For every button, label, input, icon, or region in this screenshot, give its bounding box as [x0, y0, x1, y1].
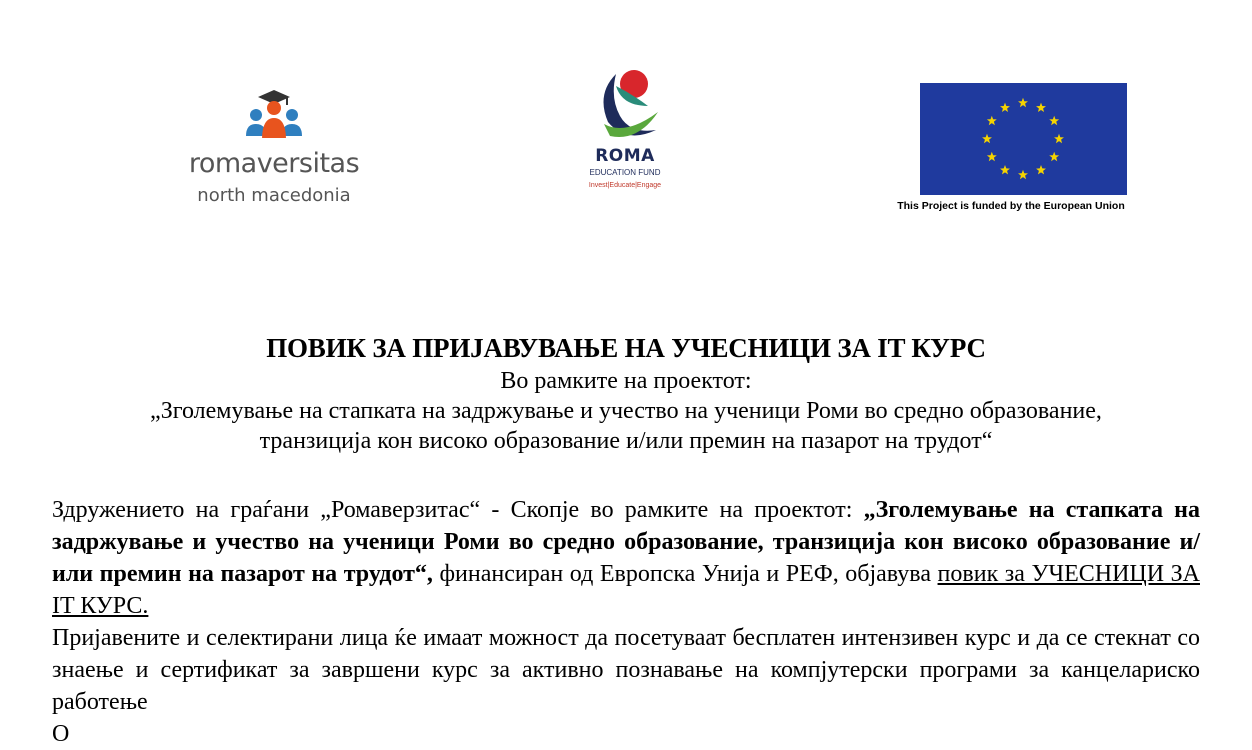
romaversitas-subtitle: north macedonia	[197, 185, 351, 206]
eu-funding-caption: This Project is funded by the European Union	[897, 200, 1125, 212]
ref-subtitle: EDUCATION FUND	[589, 168, 661, 177]
romaversitas-name: romaversitas	[188, 148, 360, 179]
announcement-call-link: повик за УЧЕСНИЦИ ЗА IT КУРС.	[52, 561, 1200, 619]
eu-star-icon	[1054, 134, 1064, 143]
project-name-line-1: „Зголемување на стапката на задржување и учество на ученици Роми во средно образование,	[150, 398, 1102, 424]
document-title: ПОВИК ЗА ПРИЈАВУВАЊЕ НА УЧЕСНИЦИ ЗА IT КУРС	[266, 333, 986, 363]
paragraph-course-description: Пријавените и селектирани лица ќе имаат можност да посетуваат бесплатен интензивен курс и да се стекнат со знаење и сертификат за завршени курс за активно познавање на компјутерски програми за канцелариско работење	[52, 625, 1200, 715]
paragraph-announcement	[52, 494, 1200, 622]
eu-star-icon	[1036, 165, 1046, 174]
romaversitas-people-icon	[234, 88, 314, 148]
eu-flag	[920, 83, 1127, 195]
eu-star-icon	[1036, 103, 1046, 112]
roma-education-fund-logo	[560, 64, 690, 204]
paragraph-continued: О	[52, 721, 70, 747]
eu-star-icon	[1000, 103, 1010, 112]
ref-name: ROMA	[595, 146, 655, 166]
announcement-funding: финансиран од Европска Унија и РЕФ, објавува	[432, 561, 938, 587]
eu-star-icon	[1049, 152, 1059, 161]
project-name-line-2: транзиција кон високо образование и/или премин на пазарот на трудот“	[259, 428, 993, 454]
eu-star-icon	[1049, 116, 1059, 125]
romaversitas-logo	[176, 88, 372, 208]
eu-star-icon	[1000, 165, 1010, 174]
eu-star-icon	[982, 134, 992, 143]
eu-stars-icon	[920, 83, 1127, 195]
eu-star-icon	[987, 116, 997, 125]
eu-star-icon	[1018, 170, 1028, 179]
ref-tagline: Invest|Educate|Engage	[588, 182, 662, 189]
announcement-project-name: „Зголемување на стапката на задржување и учество на ученици Роми во средно образование, транзиција кон високо образование и/или премин на пазарот на трудот“,	[52, 497, 1200, 587]
eu-star-icon	[987, 152, 997, 161]
project-intro: Во рамките на проектот:	[500, 368, 752, 394]
ref-emblem-icon	[586, 64, 664, 146]
announcement-intro: Здружението на граѓани „Ромаверзитас“ - Скопје во рамките на проектот:	[52, 497, 864, 523]
eu-star-icon	[1018, 98, 1028, 107]
